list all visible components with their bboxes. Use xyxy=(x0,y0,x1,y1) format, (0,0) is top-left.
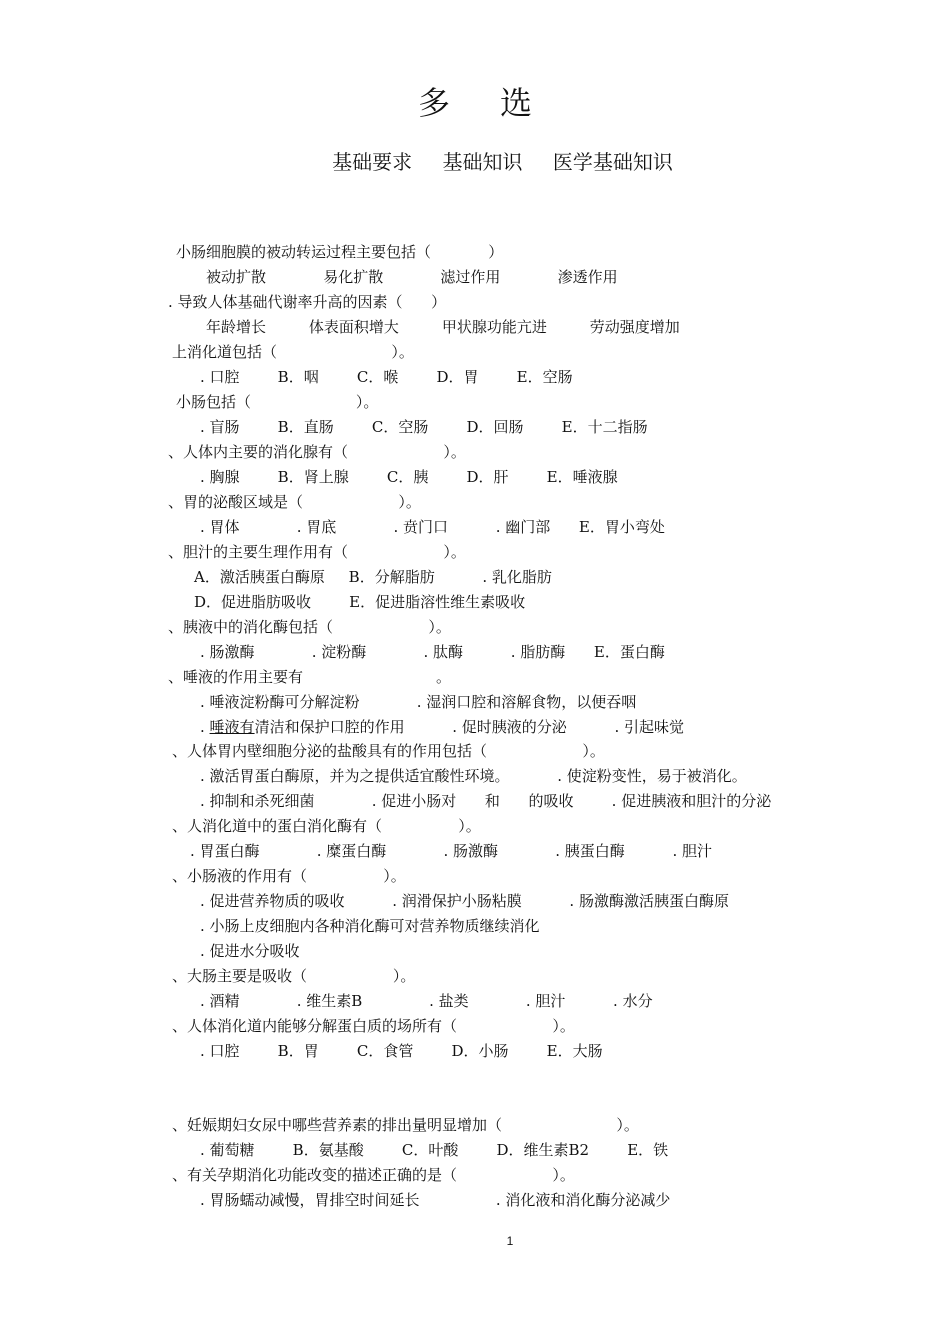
question-9-options-2 xyxy=(200,717,684,737)
question-7-options-1: A．激活胰蛋白酶原 B．分解脂肪 . 乳化脂肪 xyxy=(194,568,552,586)
question-1: 小肠细胞膜的被动转运过程主要包括（ ） xyxy=(176,243,504,261)
question-9-end: 。 xyxy=(436,668,452,686)
question-15: 、妊娠期妇女尿中哪些营养素的排出量明显增加（ ）。 xyxy=(172,1116,639,1134)
question-10-options-2: . 抑制和杀死细菌 . 促进小肠对 和 的吸收 . 促进胰液和胆汁的分泌 xyxy=(200,792,772,810)
question-13-options: . 酒精 . 维生素B . 盐类 . 胆汁 . 水分 xyxy=(200,992,653,1010)
question-12-options-3: . 促进水分吸收 xyxy=(200,942,300,960)
question-6-options: . 胃体 . 胃底 . 贲门口 . 幽门部 E．胃小弯处 xyxy=(200,518,665,536)
question-9-text: 、唾液的作用主要有 xyxy=(168,668,304,686)
question-8-options: . 肠激酶 . 淀粉酶 . 肽酶 . 脂肪酶 E．蛋白酶 xyxy=(200,643,665,661)
subtitle-part-2: 基础知识 xyxy=(442,150,523,174)
question-9 xyxy=(168,667,452,687)
question-16-options: . 胃肠蠕动减慢，胃排空时间延长 . 消化液和消化酶分泌减少 xyxy=(200,1191,671,1209)
question-11-options: . 胃蛋白酶 . 糜蛋白酶 . 肠激酶 . 胰蛋白酶 . 胆汁 xyxy=(190,842,713,860)
title-char-1: 多 xyxy=(417,84,450,122)
question-4-options: . 盲肠 B．直肠 C．空肠 D．回肠 E．十二指肠 xyxy=(200,418,648,436)
question-10-options-1: . 激活胃蛋白酶原，并为之提供适宜酸性环境。 . 使淀粉变性，易于被消化。 xyxy=(200,767,747,785)
question-3-options: . 口腔 B．咽 C．喉 D．胃 E．空肠 xyxy=(200,368,573,386)
subtitle-part-1: 基础要求 xyxy=(332,150,413,174)
page-title xyxy=(0,78,950,124)
question-11: 、人消化道中的蛋白消化酶有（ ）。 xyxy=(172,817,481,835)
question-15-options: . 葡萄糖 B．氨基酸 C．叶酸 D．维生素B2 E．铁 xyxy=(200,1141,669,1159)
question-6: 、胃的泌酸区域是（ ）。 xyxy=(168,493,421,511)
question-2: . 导致人体基础代谢率升高的因素（ ） xyxy=(168,293,447,311)
page-number: 1 xyxy=(506,1234,514,1248)
question-8: 、胰液中的消化酶包括（ ）。 xyxy=(168,618,451,636)
question-7-options-2: D．促进脂肪吸收 E．促进脂溶性维生素吸收 xyxy=(194,593,526,611)
subtitle-part-3: 医学基础知识 xyxy=(552,150,673,174)
question-9-options-2-rest: 清洁和保护口腔的作用 . 促时胰液的分泌 . 引起味觉 xyxy=(254,718,684,736)
underlined-text: 唾液有 xyxy=(209,718,255,736)
question-14: 、人体消化道内能够分解蛋白质的场所有（ ）。 xyxy=(172,1017,575,1035)
question-4: 小肠包括（ ）。 xyxy=(176,393,379,411)
question-5: 、人体内主要的消化腺有（ ）。 xyxy=(168,443,466,461)
question-7: 、胆汁的主要生理作用有（ ）。 xyxy=(168,543,466,561)
question-3: 上消化道包括（ ）。 xyxy=(172,343,414,361)
question-5-options: . 胸腺 B．肾上腺 C．胰 D．肝 E．唾液腺 xyxy=(200,468,618,486)
question-2-options: 年龄增长 体表面积增大 甲状腺功能亢进 劳动强度增加 xyxy=(206,318,680,336)
question-12-options-1: . 促进营养物质的吸收 . 润滑保护小肠粘膜 . 肠激酶激活胰蛋白酶原 xyxy=(200,892,729,910)
question-9-options-1: . 唾液淀粉酶可分解淀粉 . 湿润口腔和溶解食物，以便吞咽 xyxy=(200,693,637,711)
question-13: 、大肠主要是吸收（ ）。 xyxy=(172,967,416,985)
page-subtitle xyxy=(0,146,950,175)
title-char-2: 选 xyxy=(500,84,533,122)
question-12-options-2: . 小肠上皮细胞内各种消化酶可对营养物质继续消化 xyxy=(200,917,540,935)
question-12: 、小肠液的作用有（ ）。 xyxy=(172,867,406,885)
question-1-options: 被动扩散 易化扩散 滤过作用 渗透作用 xyxy=(206,268,618,286)
question-16: 、有关孕期消化功能改变的描述正确的是（ ）。 xyxy=(172,1166,575,1184)
question-14-options: . 口腔 B．胃 C．食管 D．小肠 E．大肠 xyxy=(200,1042,603,1060)
option-dot: . xyxy=(200,718,210,736)
question-10: 、人体胃内壁细胞分泌的盐酸具有的作用包括（ ）。 xyxy=(172,742,605,760)
